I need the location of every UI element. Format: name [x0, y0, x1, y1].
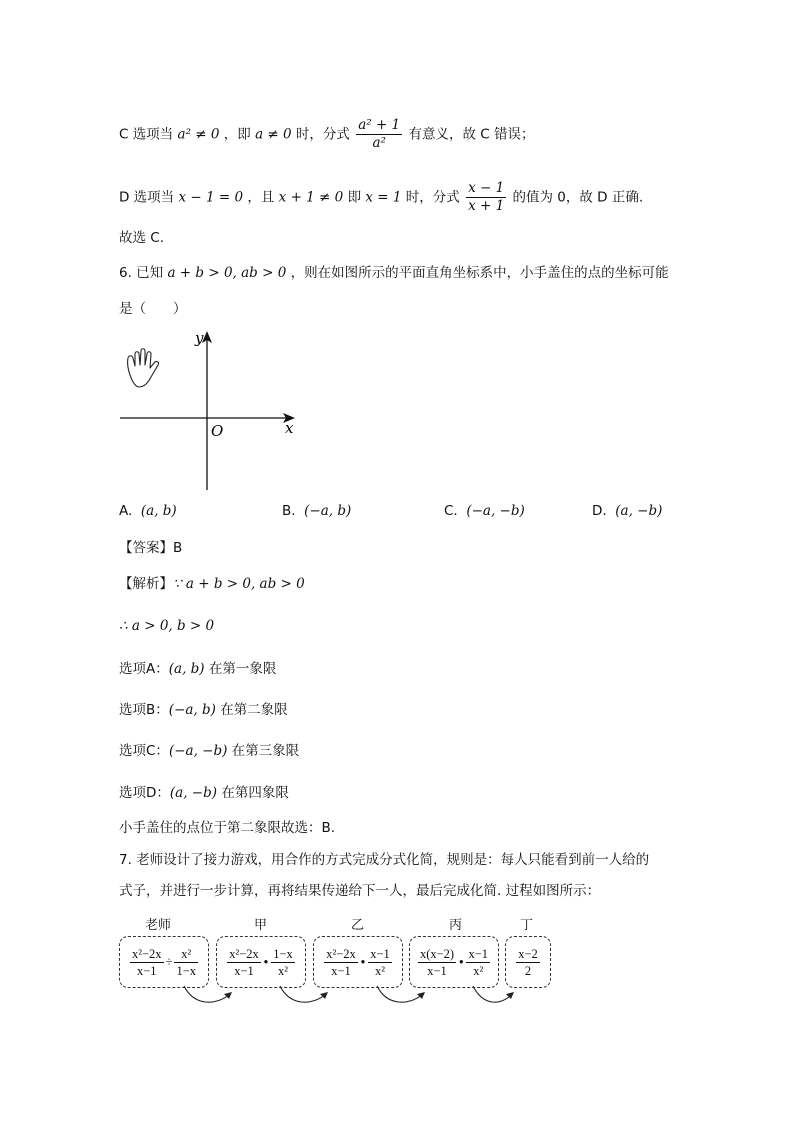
label-teacher: 老师 [145, 918, 172, 933]
label-ding: 丁 [520, 918, 534, 933]
text: D 选项当 [119, 189, 175, 206]
pass-arrows [180, 984, 520, 1008]
numerator: x − 1 [468, 180, 505, 196]
option-d [592, 503, 662, 519]
text: 时，分式 [405, 189, 460, 206]
denominator: x−1 [331, 963, 351, 978]
math: (−a, b) [168, 702, 216, 718]
fraction [271, 946, 295, 979]
option-label: A. [119, 503, 133, 519]
math: a + b > 0, ab > 0 [167, 265, 287, 281]
fraction [466, 946, 490, 979]
numerator: x²−2x [132, 946, 162, 961]
fraction [130, 946, 164, 979]
fraction [356, 117, 402, 152]
hand-icon [128, 349, 159, 387]
denominator: x + 1 [468, 198, 505, 214]
option-value: (a, −b) [615, 503, 663, 519]
denominator: x² [374, 963, 385, 978]
operator: • [263, 954, 269, 969]
label-jia: 甲 [254, 918, 268, 933]
analysis-1 [119, 574, 305, 594]
arrow-jia-yi [280, 986, 326, 1002]
fraction [516, 946, 540, 979]
denominator: x−1 [137, 963, 157, 978]
numerator: 1−x [273, 946, 293, 961]
numerator: a² + 1 [358, 117, 401, 133]
card-jia [216, 936, 306, 988]
fraction [227, 946, 261, 979]
label-bing: 丙 [449, 918, 463, 933]
denominator: x² [473, 963, 484, 978]
answer: 【答案】B [119, 540, 183, 556]
choose-c: 故选 C. [119, 230, 165, 246]
numerator: x²−2x [229, 946, 259, 961]
q7-line1: 7. 老师设计了接力游戏，用合作的方式完成分式化简，规则是：每人只能看到前一人给的 [119, 852, 650, 868]
text: 即 [347, 189, 362, 206]
option-b [282, 503, 351, 519]
fraction [324, 946, 358, 979]
card-yi [313, 936, 403, 988]
math: x − 1 = 0 [178, 189, 244, 206]
card-ding [505, 936, 551, 988]
math: ∴ a > 0, b > 0 [119, 618, 215, 634]
option-a [119, 503, 177, 519]
step-d [119, 783, 289, 803]
math: x + 1 ≠ 0 [278, 189, 344, 206]
numerator: x−1 [468, 946, 489, 961]
numerator: x−2 [518, 946, 538, 961]
denominator: x² [277, 963, 288, 978]
option-label: B. [282, 503, 296, 519]
arrow-yi-bing [377, 986, 423, 1002]
operator: • [459, 954, 464, 969]
step-c [119, 741, 299, 761]
math: a ≠ 0 [255, 126, 292, 143]
text: 【解析】 [119, 576, 173, 592]
card-teacher [119, 936, 209, 988]
operator: • [360, 954, 366, 969]
text: 的值为 0，故 D 正确. [512, 189, 644, 206]
line-option-d [119, 180, 643, 215]
math: (−a, −b) [168, 743, 228, 759]
fraction [174, 946, 198, 979]
denominator: a² [372, 135, 386, 151]
math: (a, b) [168, 661, 205, 677]
coordinate-figure [115, 325, 305, 495]
fraction [368, 946, 392, 979]
q7-line2: 式子，并进行一步计算，再将结果传递给下一人，最后完成化简. 过程如图所示： [119, 883, 601, 899]
text: C 选项当 [119, 126, 174, 143]
numerator: x²−2x [326, 946, 356, 961]
label-yi: 乙 [351, 918, 365, 933]
step-a [119, 659, 276, 679]
text: 选项B： [119, 702, 169, 718]
option-value: (−a, b) [304, 503, 352, 519]
arrow-teacher-jia [184, 986, 230, 1002]
numerator: x−1 [370, 946, 390, 961]
option-c [444, 503, 525, 519]
step-b [119, 700, 288, 720]
option-value: (−a, −b) [466, 503, 525, 519]
line-option-c [119, 117, 534, 152]
text: ，则在如图所示的平面直角坐标系中，小手盖住的点的坐标可能 [290, 265, 669, 281]
text: 选项D： [119, 785, 170, 801]
text: 选项C： [119, 743, 169, 759]
math: ∵ a + b > 0, ab > 0 [173, 576, 305, 592]
text: 在第二象限 [220, 702, 288, 718]
operator: ÷ [165, 954, 173, 969]
text: 在第一象限 [208, 661, 277, 677]
math: (a, −b) [169, 785, 218, 801]
text: 时，分式 [295, 126, 350, 143]
denominator: 2 [524, 963, 532, 978]
option-label: D. [592, 503, 607, 519]
text: 在第三象限 [231, 743, 300, 759]
denominator: x−1 [234, 963, 254, 978]
q6-line1 [119, 263, 669, 283]
q6-line2: 是（ ） [119, 301, 187, 317]
text: 有意义，故 C 错误； [408, 126, 535, 143]
numerator: x(x−2) [419, 946, 455, 961]
text: 在第四象限 [221, 785, 289, 801]
fraction [466, 180, 506, 215]
math: a² ≠ 0 [177, 126, 220, 143]
denominator: 1−x [176, 963, 196, 978]
fraction [418, 946, 456, 979]
text: ，即 [223, 126, 251, 143]
x-axis-label: x [285, 419, 294, 437]
origin-label: O [211, 422, 224, 440]
y-axis-label: y [195, 329, 204, 347]
numerator: x² [174, 946, 198, 963]
conclusion: 小手盖住的点位于第二象限故选：B. [119, 820, 336, 836]
analysis-2 [119, 616, 214, 636]
math: x = 1 [365, 189, 402, 206]
option-value: (a, b) [140, 503, 177, 519]
text: ，且 [247, 189, 275, 206]
option-label: C. [444, 503, 458, 519]
card-bing [409, 936, 499, 988]
text: 选项A： [119, 661, 169, 677]
text: 6. 已知 [119, 265, 164, 281]
denominator: x−1 [427, 963, 447, 978]
